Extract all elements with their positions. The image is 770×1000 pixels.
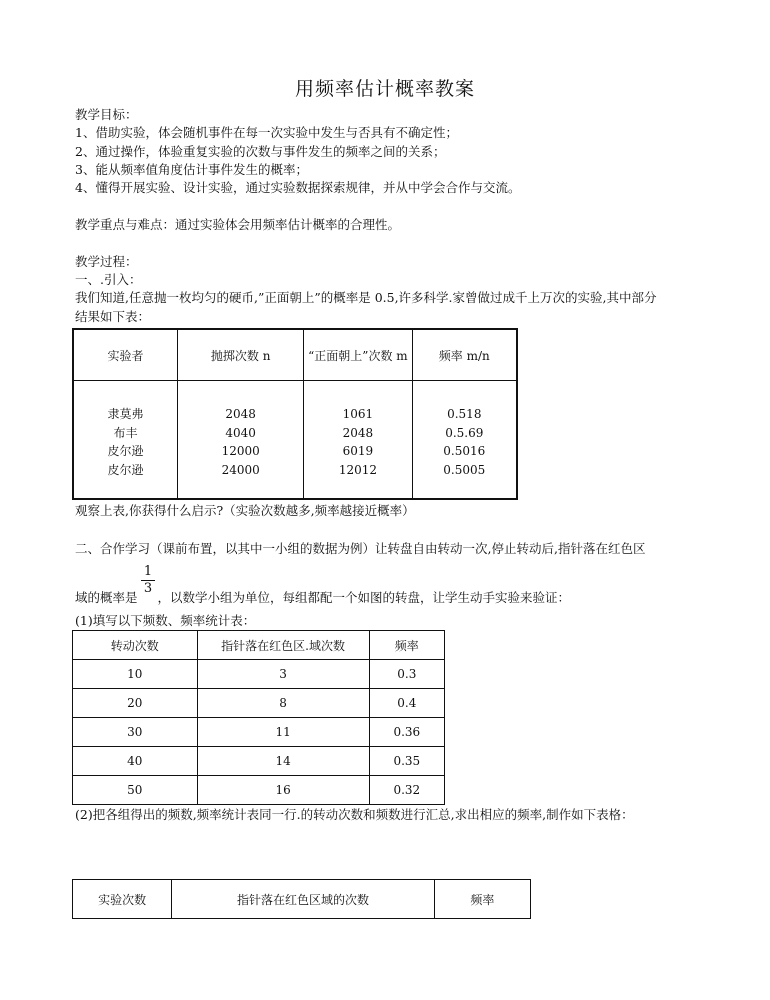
cell-value: 1061 xyxy=(342,407,374,421)
table-header-cell: 转动次数 xyxy=(73,631,198,660)
subtask-2: (2)把各组得出的频数,频率统计表同一行.的转动次数和频数进行汇总,求出相应的频率,制作如下表格： xyxy=(75,807,634,822)
table-cell: 50 xyxy=(73,776,198,805)
goal-item: 1、借助实验，体会随机事件在每一次实验中发生与否具有不确定性； xyxy=(75,125,458,140)
coin-experiment-table xyxy=(72,328,518,500)
table-header-cell: 频率 xyxy=(369,631,444,660)
table-row xyxy=(73,689,445,718)
cell-value: 隶莫弗 xyxy=(107,407,144,421)
table-row xyxy=(73,381,517,500)
table-header-row xyxy=(73,329,517,381)
table-header-cell: 频率 xyxy=(434,880,530,919)
table-row xyxy=(73,718,445,747)
goal-item: 2、通过操作，体验重复实验的次数与事件发生的频率之间的关系； xyxy=(75,144,446,159)
cell-value: 12012 xyxy=(338,462,377,477)
cell-value: 12000 xyxy=(221,444,260,458)
table-row xyxy=(73,776,445,805)
table-cell: 0.36 xyxy=(369,718,444,747)
table-cell: 0.3 xyxy=(369,660,444,689)
subtask-1: (1)填写以下频数、频率统计表： xyxy=(75,613,256,628)
section1-title: 一、.引入： xyxy=(75,272,142,287)
table-header-row xyxy=(73,880,531,919)
cell-value: 6019 xyxy=(342,444,374,458)
cell-value: 2048 xyxy=(225,407,256,421)
summary-table xyxy=(72,879,531,919)
observation-text: 观察上表,你获得什么启示?（实验次数越多,频率越接近概率） xyxy=(75,503,415,518)
cell-value: 布丰 xyxy=(113,425,138,440)
table-cell xyxy=(412,381,517,500)
goal-item: 3、能从频率值角度估计事件发生的概率； xyxy=(75,162,308,177)
table-row xyxy=(73,747,445,776)
table-cell: 11 xyxy=(197,718,369,747)
table-cell: 20 xyxy=(73,689,198,718)
table-header-cell: 实验者 xyxy=(73,329,178,381)
table-row xyxy=(73,660,445,689)
table-cell xyxy=(178,381,304,500)
process-heading: 教学过程： xyxy=(75,254,138,269)
cell-value: 0.5005 xyxy=(443,462,486,477)
spinner-frequency-table xyxy=(72,630,445,805)
table-header-cell: 抛掷次数 n xyxy=(178,329,304,381)
table-header-cell: “正面朝上”次数 m xyxy=(304,329,412,381)
cell-value: 皮尔逊 xyxy=(107,462,144,477)
table-header-cell: 实验次数 xyxy=(73,880,172,919)
cell-value: 0.518 xyxy=(447,407,482,421)
cell-value: 0.5.69 xyxy=(445,425,484,440)
table-cell: 16 xyxy=(197,776,369,805)
table-header-cell: 指针落在红色区.域次数 xyxy=(197,631,369,660)
table-cell: 0.35 xyxy=(369,747,444,776)
section2-text: 二、合作学习（课前布置，以其中一小组的数据为例）让转盘自由转动一次,停止转动后,指针落在红色区 xyxy=(75,541,646,556)
table-header-row xyxy=(73,631,445,660)
table-cell: 10 xyxy=(73,660,198,689)
section2-suffix: ，以数学小组为单位，每组都配一个如图的转盘，让学生动手实验来验证： xyxy=(157,590,571,605)
section2-prefix: 域的概率是 xyxy=(75,590,138,605)
cell-value: 4040 xyxy=(225,425,256,440)
goal-item: 4、懂得开展实验、设计实验，通过实验数据探索规律，并从中学会合作与交流。 xyxy=(75,180,521,195)
section2-text-2 xyxy=(75,589,570,607)
table-cell: 14 xyxy=(197,747,369,776)
table-header-cell: 指针落在红色区域的次数 xyxy=(172,880,435,919)
table-cell xyxy=(73,381,178,500)
table-cell: 3 xyxy=(197,660,369,689)
table-cell: 8 xyxy=(197,689,369,718)
key-points: 教学重点与难点：通过实验体会用频率估计概率的合理性。 xyxy=(75,217,401,232)
table-cell: 0.32 xyxy=(369,776,444,805)
cell-value: 皮尔逊 xyxy=(107,444,144,458)
table-cell: 30 xyxy=(73,718,198,747)
section1-text-2: 结果如下表： xyxy=(75,309,151,324)
cell-value: 0.5016 xyxy=(443,444,486,458)
table-header-cell: 频率 m/n xyxy=(412,329,517,381)
section1-text: 我们知道,任意抛一枚均匀的硬币,”正面朝上”的概率是 0.5,许多科学.家曾做过成千上万次的实验,其中部分 xyxy=(75,290,657,305)
fraction-denominator: 3 xyxy=(143,581,153,596)
table-cell: 0.4 xyxy=(369,689,444,718)
fraction-numerator: 1 xyxy=(143,564,153,579)
cell-value: 2048 xyxy=(342,425,374,440)
goals-heading: 教学目标： xyxy=(75,107,138,122)
table-cell: 40 xyxy=(73,747,198,776)
cell-value: 24000 xyxy=(221,462,260,477)
table-cell xyxy=(304,381,412,500)
document-title: 用频率估计概率教案 xyxy=(294,78,475,100)
